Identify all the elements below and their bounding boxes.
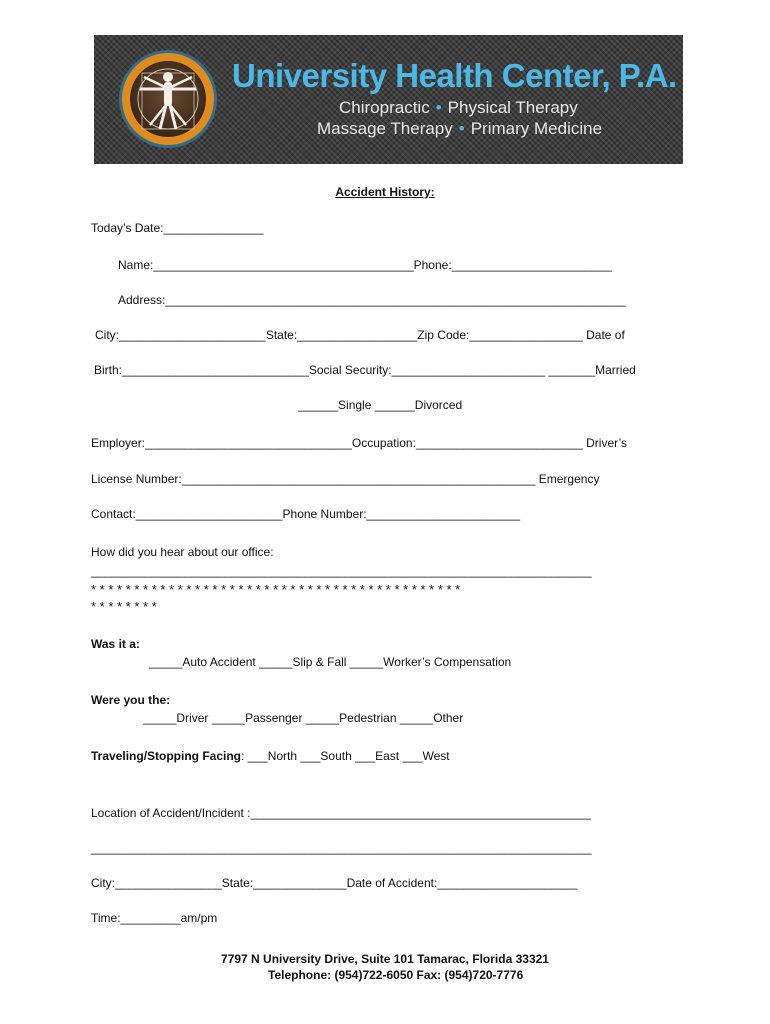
- referral-question: How did you hear about our office:: [91, 545, 274, 559]
- accident-location-field[interactable]: Location of Accident/Incident :___________________________________________________: [91, 806, 591, 820]
- direction-options[interactable]: : ___North ___South ___East ___West: [241, 749, 450, 763]
- referral-line[interactable]: ___________________________________________________________________________: [91, 564, 592, 578]
- accident-time-field[interactable]: Time:_________am/pm: [91, 911, 218, 925]
- city-state-zip-field[interactable]: City:______________________State:__________________Zip Code:_________________ Date of: [95, 328, 625, 342]
- accident-type-label: Was it a:: [91, 637, 140, 651]
- name-phone-field[interactable]: Name:_______________________________________Phone:________________________: [118, 258, 612, 272]
- direction-row: [91, 749, 450, 763]
- marital-status-field[interactable]: ______Single ______Divorced: [298, 398, 463, 412]
- employer-occupation-field[interactable]: Employer:_______________________________Occupation:_________________________ Driver’s: [91, 436, 628, 450]
- direction-label: Traveling/Stopping Facing: [91, 749, 242, 763]
- footer-address: 7797 N University Drive, Suite 101 Tamarac, Florida 33321: [221, 952, 549, 966]
- accident-location-line-2[interactable]: ___________________________________________________________________________: [91, 841, 592, 855]
- accident-city-date-field[interactable]: City:________________State:______________Date of Accident:_____________________: [91, 876, 578, 890]
- separator-stars-1: * * * * * * * * * * * * * * * * * * * * * * * * * * * * * * * * * * * * * * * * * * *: [91, 582, 461, 597]
- role-options[interactable]: _____Driver _____Passenger _____Pedestrian _____Other: [143, 711, 464, 725]
- form-title: Accident History:: [335, 185, 435, 199]
- clinic-name: University Health Center, P.A.: [232, 57, 677, 94]
- emergency-contact-field[interactable]: Contact:______________________Phone Number:_______________________: [91, 507, 521, 521]
- vitruvian-man-logo: [122, 53, 214, 145]
- address-field[interactable]: Address:_____________________________________________________________________: [118, 293, 626, 307]
- role-label: Were you the:: [91, 693, 171, 707]
- vitruvian-figure-icon: [130, 61, 206, 137]
- separator-stars-2: * * * * * * * *: [91, 599, 157, 614]
- birth-ssn-field[interactable]: Birth:____________________________Social Security:_______________________ _______Married: [94, 363, 636, 377]
- services-line-2: Massage Therapy • Primary Medicine: [317, 119, 603, 138]
- header-banner: [94, 35, 683, 164]
- services-line-1: Chiropractic • Physical Therapy: [339, 98, 578, 117]
- footer-phone: Telephone: (954)722-6050 Fax: (954)720-7776: [268, 968, 524, 982]
- license-number-field[interactable]: License Number:_____________________________________________________ Emergency: [91, 472, 600, 486]
- todays-date-field[interactable]: Today’s Date:_______________: [91, 221, 264, 235]
- accident-type-options[interactable]: _____Auto Accident _____Slip & Fall _____Worker’s Compensation: [149, 655, 512, 669]
